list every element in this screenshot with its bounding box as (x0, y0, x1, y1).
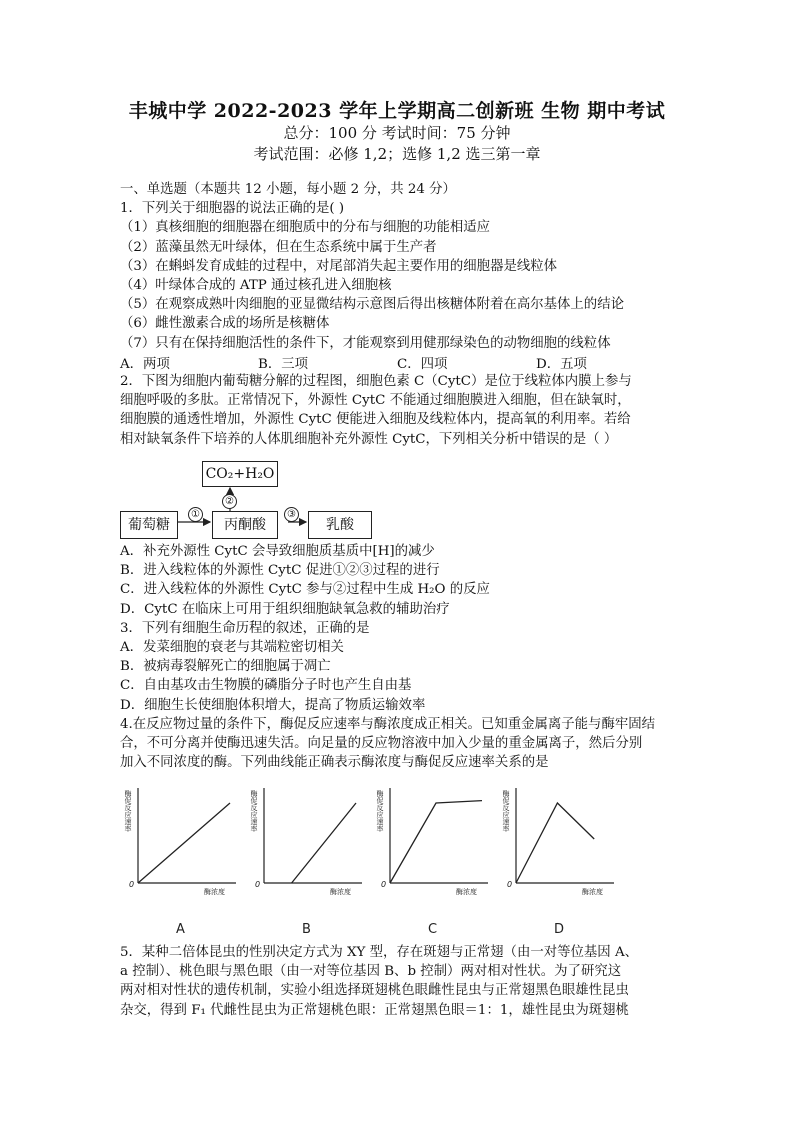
q4-graphs (100, 778, 700, 938)
q2-stem-line-4: 相对缺氧条件下培养的人体肌细胞补充外源性 CytC，下列相关分析中错误的是（ ） (120, 431, 618, 447)
q1-item-2: （2）蓝藻虽然无叶绿体，但在生态系统中属于生产者 (120, 239, 437, 255)
q3-stem: 3．下列有细胞生命历程的叙述，正确的是 (120, 620, 370, 636)
graph-D-curve (516, 803, 594, 883)
question-2-options-and-3 (120, 542, 680, 772)
q4-stem-line-1: 4.在反应物过量的条件下，酶促反应速率与酶浓度成正相关。已知重金属离子能与酶牢固结 (120, 716, 656, 732)
q2-option-d: D．CytC 在临床上可用于组织细胞缺氧急救的辅助治疗 (120, 601, 450, 617)
q3-option-c: C．自由基攻击生物膜的磷脂分子时也产生自由基 (120, 678, 412, 694)
graph-C-curve (390, 801, 482, 883)
q5-stem-line-1: 5．某种二倍体昆虫的性别决定方式为 XY 型，存在斑翅与正常翅（由一对等位基因 A、 (120, 945, 639, 960)
pyruvate-box: 丙酮酸 (212, 511, 278, 539)
exam-info-scope: 考试范围：必修 1,2；选修 1,2 选三第一章 (253, 145, 541, 163)
q1-stem: 1．下列关于细胞器的说法正确的是( ) (120, 201, 345, 217)
q2-stem-line-3: 细胞膜的通透性增加，外源性 CytC 便能进入细胞及线粒体内，提高氧的利用率。若给 (120, 412, 631, 428)
q2-stem-line-2: 细胞呼吸的多肽。正常情况下，外源性 CytC 不能通过细胞膜进入细胞，但在缺氧时， (120, 393, 631, 409)
graph-A-x-label: 酶浓度 (204, 888, 225, 896)
graph-B-y-label: 酶促反应速率 (250, 790, 258, 832)
graph-B-x-label: 酶浓度 (330, 888, 351, 896)
graph-A-y-label: 酶促反应速率 (124, 790, 132, 832)
section-heading: 一、单选题（本题共 12 小题，每小题 2 分，共 24 分） (120, 182, 456, 197)
q2-option-b: B．进入线粒体的外源性 CytC 促进①②③过程的进行 (120, 563, 440, 579)
q1-item-3: （3）在蝌蚪发育成蛙的过程中，对尾部消失起主要作用的细胞器是线粒体 (120, 258, 558, 274)
graph-D-origin: 0 (507, 880, 513, 889)
graph-D-letter: D (554, 922, 565, 937)
graph-C-letter: C (428, 922, 438, 937)
graph-A-origin: 0 (129, 880, 135, 889)
question-5-stem (120, 943, 680, 1020)
q1-option-c: C．四项 (397, 357, 448, 372)
q3-option-a: A．发菜细胞的衰老与其端粒密切相关 (120, 640, 344, 656)
exam-title: 丰城中学 2022-2023 学年上学期高二创新班 生物 期中考试 (128, 100, 666, 122)
q3-option-d: D．细胞生长使细胞体积增大，提高了物质运输效率 (120, 697, 426, 713)
q1-option-d: D．五项 (536, 357, 587, 372)
q5-stem-line-3: 两对相对性状的遗传机制，实验小组选择斑翅桃色眼雌性昆虫与正常翅黑色眼雄性昆虫 (120, 983, 629, 999)
q1-option-a: A．两项 (120, 357, 170, 372)
q1-item-6: （6）雌性激素合成的场所是核糖体 (120, 316, 330, 332)
graph-C-origin: 0 (381, 880, 387, 889)
q2-option-c: C．进入线粒体的外源性 CytC 参与②过程中生成 H₂O 的反应 (120, 582, 490, 598)
graph-B-origin: 0 (255, 880, 261, 889)
graph-B-letter: B (302, 922, 311, 937)
q1-option-b: B．三项 (258, 357, 309, 372)
graph-A-curve (138, 803, 230, 883)
graph-C-x-label: 酶浓度 (456, 888, 477, 896)
q4-stem-line-3: 加入不同浓度的酶。下列曲线能正确表示酶浓度与酶促反应速率关系的是 (120, 755, 549, 771)
co2-h2o-box: CO₂+H₂O (202, 461, 278, 487)
graph-C-y-label: 酶促反应速率 (376, 790, 384, 832)
q2-stem-line-1: 2．下图为细胞内葡萄糖分解的过程图，细胞色素 C（CytC）是位于线粒体内膜上参与 (120, 374, 632, 389)
q3-option-b: B．被病毒裂解死亡的细胞属于凋亡 (120, 659, 331, 675)
graph-D-x-label: 酶浓度 (582, 888, 603, 896)
q5-stem-line-2: a 控制）、桃色眼与黑色眼（由一对等位基因 B、b 控制）两对相对性状。为了研究这 (120, 964, 622, 980)
q1-item-1: （1）真核细胞的细胞器在细胞质中的分布与细胞的功能相适应 (120, 220, 491, 236)
step-3-marker: ③ (284, 507, 299, 522)
glucose-box: 葡萄糖 (120, 511, 178, 539)
graph-B-curve (292, 803, 356, 883)
step-1-marker: ① (188, 507, 203, 522)
q5-stem-line-4: 杂交，得到 F₁ 代雌性昆虫为正常翅桃色眼：正常翅黑色眼＝1：1，雄性昆虫为斑翅桃 (120, 1002, 629, 1018)
question-2-stem (120, 372, 680, 449)
step-2-marker: ② (222, 494, 237, 509)
lactate-box: 乳酸 (308, 511, 372, 539)
q1-item-4: （4）叶绿体合成的 ATP 通过核孔进入细胞核 (120, 278, 392, 294)
graph-D-y-label: 酶促反应速率 (502, 790, 510, 832)
graph-A-letter: A (176, 922, 185, 937)
question-1-block (120, 180, 680, 353)
q4-stem-line-2: 合，不可分离并使酶迅速失活。向足量的反应物溶液中加入少量的重金属离子，然后分别 (120, 736, 643, 752)
exam-info-score-time: 总分：100 分 考试时间：75 分钟 (283, 124, 511, 142)
q1-item-7: （7）只有在保持细胞活性的条件下，才能观察到用健那绿染色的动物细胞的线粒体 (120, 335, 611, 351)
q1-item-5: （5）在观察成熟叶肉细胞的亚显微结构示意图后得出核糖体附着在高尔基体上的结论 (120, 297, 624, 313)
q2-option-a: A．补充外源性 CytC 会导致细胞质基质中[H]的减少 (120, 544, 435, 559)
